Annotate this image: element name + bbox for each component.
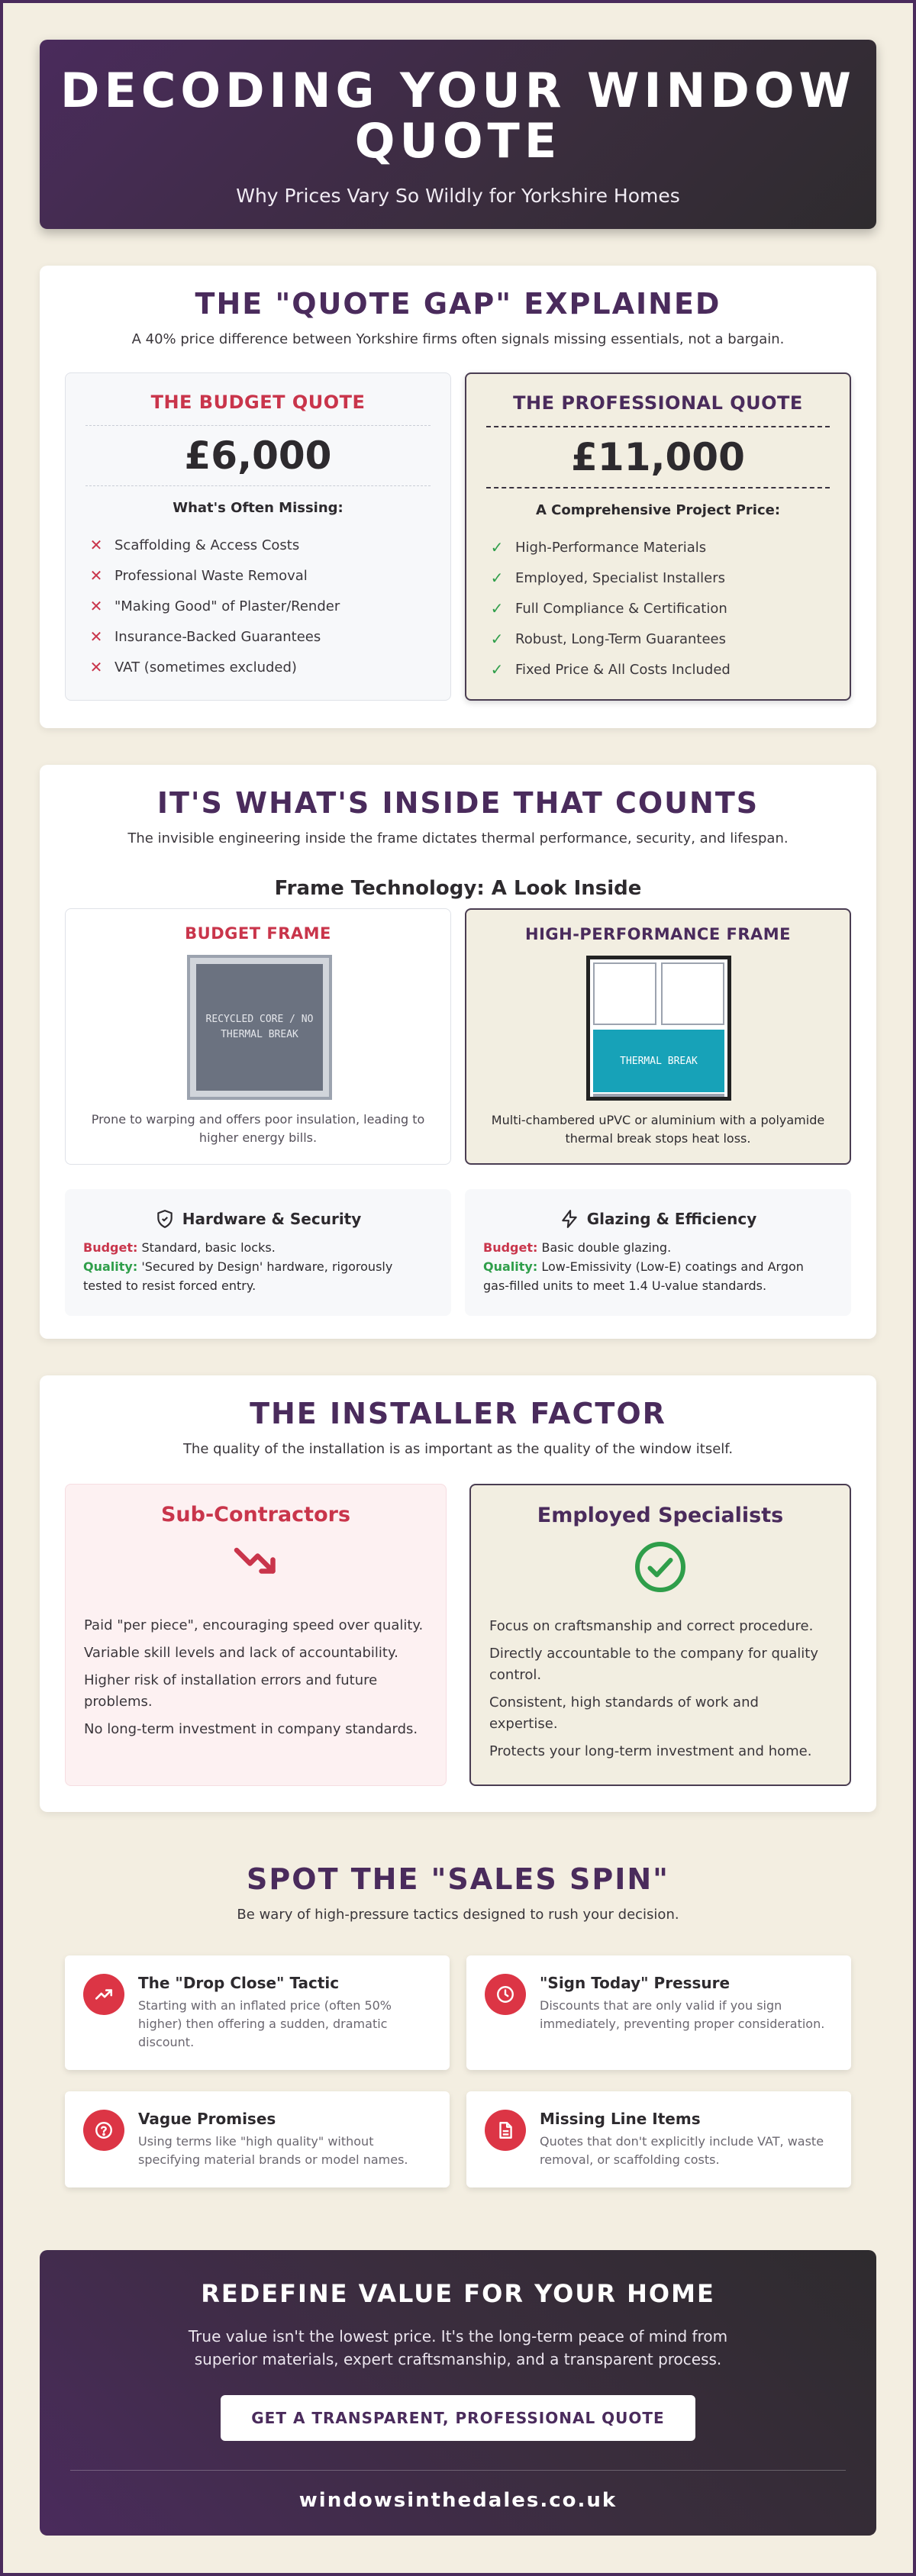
budget-frame-title: BUDGET FRAME: [185, 924, 331, 943]
budget-frame-card: [65, 908, 451, 1165]
installer-title: THE INSTALLER FACTOR: [250, 1397, 666, 1430]
inside-subtitle: The invisible engineering inside the frame dictates thermal performance, security, and lifespan.: [127, 830, 789, 846]
list-item: Paid "per piece", encouraging speed over quality.: [84, 1617, 424, 1633]
icon-badge: [83, 1974, 124, 2015]
list-item: [87, 652, 450, 682]
list-item-label: Fixed Price & All Costs Included: [515, 661, 731, 678]
missing-items-list: [87, 530, 450, 682]
list-item: [87, 530, 450, 560]
quote-gap-subtitle: A 40% price difference between Yorkshire firms often signals missing essentials, not a bargain.: [131, 331, 785, 347]
list-item-label: Robust, Long-Term Guarantees: [515, 630, 726, 647]
employed-specialists-list: [489, 1616, 831, 1762]
recycled-core-label: [196, 964, 323, 1091]
check-icon: ✓: [490, 538, 504, 556]
core-label-line: RECYCLED CORE / NO: [205, 1014, 314, 1025]
check-icon: ✓: [490, 599, 504, 617]
installer-subtitle: The quality of the installation is as important as the quality of the window itself.: [182, 1441, 734, 1457]
professional-quote-card: [465, 372, 851, 701]
budget-quote-card: [65, 372, 451, 701]
list-item-label: Professional Waste Removal: [114, 567, 308, 584]
list-item-label: Insurance-Backed Guarantees: [114, 628, 321, 645]
pro-frame-card: [465, 908, 851, 1165]
page-title: DECODING YOUR WINDOW QUOTE: [60, 63, 856, 169]
list-item: Variable skill levels and lack of accountability.: [84, 1645, 398, 1661]
list-item: [488, 593, 850, 624]
list-item-label: High-Performance Materials: [515, 539, 707, 556]
list-item: Consistent, high standards of work and expertise.: [489, 1694, 759, 1732]
list-item: [87, 621, 450, 652]
sales-spin-title: SPOT THE "SALES SPIN": [247, 1862, 669, 1896]
budget-list-title: What's Often Missing:: [173, 500, 344, 516]
budget-text: Standard, basic locks.: [137, 1240, 276, 1255]
sub-contractors-card: [65, 1484, 447, 1786]
spin-card-text: Starting with an inflated price (often 50% higher) then offering a sudden, dramatic discount.: [138, 1998, 392, 2049]
cta-text: True value isn't the lowest price. It's the long-term peace of mind from superior materials, expert craftsmanship, and a transparent process.: [188, 2327, 728, 2368]
quality-text: 'Secured by Design' hardware, rigorously tested to resist forced entry.: [83, 1259, 393, 1293]
spin-card-text: Quotes that don't explicitly include VAT, waste removal, or scaffolding costs.: [540, 2134, 824, 2167]
quality-label: Quality:: [83, 1259, 138, 1274]
page-subtitle: Why Prices Vary So Wildly for Yorkshire Homes: [236, 185, 680, 207]
quality-label: Quality:: [483, 1259, 538, 1274]
list-item-label: Scaffolding & Access Costs: [114, 537, 300, 553]
check-circle-icon: [633, 1539, 688, 1594]
spin-card-title: The "Drop Close" Tactic: [138, 1974, 340, 1992]
question-icon: [94, 2120, 114, 2140]
list-item: No long-term investment in company standards.: [84, 1721, 418, 1737]
vague-promises-card: [65, 2091, 450, 2188]
professional-list-title: A Comprehensive Project Price:: [535, 502, 781, 518]
glazing-efficiency-card: [465, 1189, 851, 1316]
list-item: [488, 563, 850, 593]
glazing-efficiency-title: Glazing & Efficiency: [586, 1210, 757, 1228]
cta-divider: [70, 2470, 846, 2471]
list-item: Protects your long-term investment and home.: [489, 1743, 812, 1759]
list-item: [488, 532, 850, 563]
clock-icon: [495, 1984, 515, 2004]
list-item: [488, 624, 850, 654]
frame-technology-title: Frame Technology: A Look Inside: [274, 877, 642, 900]
spin-card-text: Discounts that are only valid if you sign immediately, preventing proper consideration.: [540, 1998, 825, 2031]
list-item: [87, 591, 450, 621]
professional-quote-price: £11,000: [486, 426, 830, 488]
cross-icon: ✕: [89, 597, 103, 615]
check-icon: ✓: [490, 630, 504, 648]
installer-section: [40, 1375, 876, 1812]
trending-up-icon: [94, 1984, 114, 2004]
list-item-label: "Making Good" of Plaster/Render: [114, 598, 340, 614]
pro-frame-diagram: [586, 956, 731, 1101]
cross-icon: ✕: [89, 627, 103, 646]
list-item-label: Full Compliance & Certification: [515, 600, 727, 617]
drop-close-card: [65, 1955, 450, 2070]
budget-frame-diagram: [187, 955, 332, 1100]
icon-badge: [485, 2110, 526, 2151]
frame-chambers: [593, 962, 724, 1025]
hero-header: [40, 40, 876, 229]
icon-badge: [83, 2110, 124, 2151]
missing-line-items-card: [466, 2091, 851, 2188]
list-item: Higher risk of installation errors and future problems.: [84, 1672, 378, 1710]
check-icon: ✓: [490, 660, 504, 679]
spin-card-text: Using terms like "high quality" without specifying material brands or model names.: [138, 2134, 408, 2167]
website-link[interactable]: windowsinthedales.co.uk: [298, 2489, 618, 2512]
document-icon: [495, 2120, 515, 2140]
inside-section: [40, 765, 876, 1339]
quote-gap-title: THE "QUOTE GAP" EXPLAINED: [195, 287, 721, 321]
employed-specialists-card: [469, 1484, 851, 1786]
budget-text: Basic double glazing.: [537, 1240, 672, 1255]
hardware-security-title: Hardware & Security: [182, 1210, 362, 1228]
pro-frame-caption: Multi-chambered uPVC or aluminium with a polyamide thermal break stops heat loss.: [491, 1113, 825, 1146]
check-icon: ✓: [490, 569, 504, 587]
list-item: Directly accountable to the company for quality control.: [489, 1646, 819, 1683]
sign-today-card: [466, 1955, 851, 2070]
cross-icon: ✕: [89, 536, 103, 554]
professional-quote-title: THE PROFESSIONAL QUOTE: [513, 392, 803, 414]
quality-text: Low-Emissivity (Low-E) coatings and Argon gas-filled units to meet 1.4 U-value standards.: [483, 1259, 804, 1293]
core-label-line: THERMAL BREAK: [221, 1029, 298, 1040]
icon-badge: [485, 1974, 526, 2015]
list-item-label: VAT (sometimes excluded): [114, 659, 297, 675]
spin-card-title: "Sign Today" Pressure: [540, 1974, 731, 1992]
lightning-icon: [560, 1209, 579, 1229]
glazing-efficiency-heading: [483, 1209, 833, 1229]
cross-icon: ✕: [89, 658, 103, 676]
cross-icon: ✕: [89, 566, 103, 585]
glazing-efficiency-text: [483, 1238, 833, 1295]
list-item: Focus on craftsmanship and correct procedure.: [489, 1618, 814, 1634]
budget-label: Budget:: [83, 1240, 138, 1255]
spin-card-title: Missing Line Items: [540, 2110, 701, 2128]
sub-contractors-list: [84, 1615, 427, 1740]
budget-frame-caption: Prone to warping and offers poor insulation, leading to higher energy bills.: [91, 1112, 425, 1145]
shield-icon: [155, 1209, 175, 1229]
hardware-security-text: [83, 1238, 433, 1295]
budget-label: Budget:: [483, 1240, 538, 1255]
cta-footer: [40, 2250, 876, 2536]
trending-down-icon: [228, 1539, 283, 1585]
hardware-security-card: [65, 1189, 451, 1316]
cta-title: REDEFINE VALUE FOR YOUR HOME: [201, 2279, 715, 2308]
get-quote-button[interactable]: GET A TRANSPARENT, PROFESSIONAL QUOTE: [221, 2395, 695, 2441]
frame-base: [593, 1094, 724, 1097]
inside-title: IT'S WHAT'S INSIDE THAT COUNTS: [156, 786, 760, 820]
spin-card-title: Vague Promises: [138, 2110, 276, 2128]
hardware-security-heading: [83, 1209, 433, 1229]
budget-quote-title: THE BUDGET QUOTE: [150, 392, 366, 413]
quote-gap-section: [40, 266, 876, 728]
sales-spin-subtitle: Be wary of high-pressure tactics designed to rush your decision.: [237, 1907, 679, 1923]
employed-specialists-title: Employed Specialists: [537, 1504, 784, 1527]
list-item: [87, 560, 450, 591]
pro-frame-title: HIGH-PERFORMANCE FRAME: [525, 925, 791, 943]
sub-contractors-title: Sub-Contractors: [160, 1503, 351, 1527]
included-items-list: [488, 532, 850, 685]
budget-quote-price: £6,000: [85, 425, 431, 486]
thermal-break-label: THERMAL BREAK: [593, 1030, 724, 1092]
list-item: [488, 654, 850, 685]
list-item-label: Employed, Specialist Installers: [515, 569, 725, 586]
sales-spin-section: [40, 1862, 876, 2198]
